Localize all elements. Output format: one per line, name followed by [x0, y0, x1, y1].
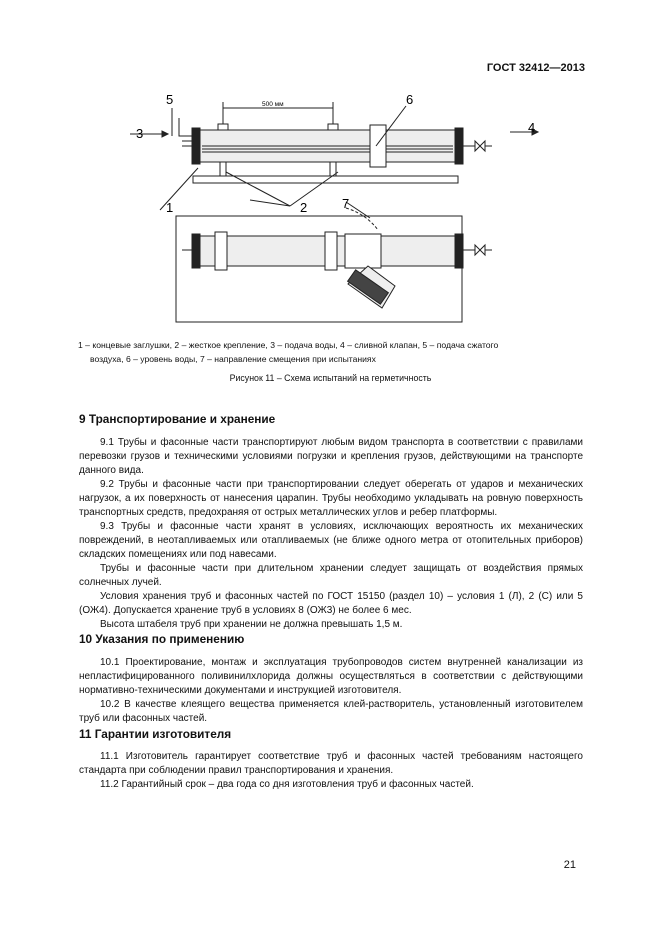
paragraph: 11.1 Изготовитель гарантирует соответствие труб и фасонных частей требованиям настоящего стандарта при соблюдении правил транспортирования и хранения.: [79, 751, 583, 776]
label-6: 6: [406, 92, 414, 107]
test-scheme-figure: [120, 88, 590, 328]
section-11-body: [79, 750, 583, 792]
paragraph: 10.1 Проектирование, монтаж и эксплуатация трубопроводов систем внутренней канализации из непластифицированного поливинилхлорида должны осуществляться в соответствии с действующими нормативно-техническими документами и инструкцией изготовителя.: [79, 657, 583, 696]
paragraph: 11.2 Гарантийный срок – два года со дня изготовления труб и фасонных частей.: [100, 779, 474, 790]
section-10-title: 10 Указания по применению: [79, 632, 245, 646]
paragraph: Высота штабеля труб при хранении не должна превышать 1,5 м.: [100, 619, 403, 630]
legend-line-2: воздуха, 6 – уровень воды, 7 – направление смещения при испытаниях: [90, 354, 376, 364]
legend-line-1: 1 – концевые заглушки, 2 – жесткое крепление, 3 – подача воды, 4 – сливной клапан, 5 – подача сжатого: [78, 340, 499, 350]
label-4: 4: [528, 120, 536, 135]
section-11-title: 11 Гарантии изготовителя: [79, 727, 232, 741]
section-9-title: 9 Транспортирование и хранение: [79, 412, 276, 426]
paragraph: 9.1 Трубы и фасонные части транспортируют любым видом транспорта в соответствии с правилами перевозки грузов и техническими условиями погрузки и крепления грузов, действующими на транспорте данного вида.: [79, 437, 583, 476]
label-7: 7: [342, 196, 350, 211]
section-10-body: [79, 656, 583, 726]
paragraph: 9.2 Трубы и фасонные части при транспортировании следует оберегать от ударов и механических нагрузок, а их поверхность от нанесения царапин. Трубы необходимо укладывать на ровную поверхность транспортных средств, предохраняя от острых металлических углов и ребер платформы.: [79, 479, 583, 518]
paragraph: Трубы и фасонные части при длительном хранении следует защищать от воздействия прямых солнечных лучей.: [79, 563, 583, 588]
label-2: 2: [300, 200, 308, 215]
paragraph: Условия хранения труб и фасонных частей по ГОСТ 15150 (раздел 10) – условия 1 (Л), 2 (С) или 5 (ОЖ4). Допускается хранение труб в условиях 8 (ОЖ3) не более 6 мес.: [79, 591, 583, 616]
label-3: 3: [136, 126, 144, 141]
label-1: 1: [166, 200, 174, 215]
support-beam: [193, 176, 458, 183]
figure-caption: Рисунок 11 – Схема испытаний на герметичность: [229, 373, 432, 383]
paragraph: 10.2 В качестве клеящего вещества применяется клей-растворитель, установленный изготовителем труб или фасонных частей.: [79, 699, 583, 724]
section-9-body: [79, 436, 583, 632]
test-scheme-drawing: [120, 88, 590, 328]
document-header: ГОСТ 32412—2013: [486, 62, 585, 74]
page-number: 21: [563, 859, 576, 871]
label-5: 5: [166, 92, 174, 107]
paragraph: 9.3 Трубы и фасонные части хранят в условиях, исключающих вероятность их механических повреждений, в неотапливаемых или отапливаемых (не ближе одного метра от отопительных приборов) складских помещениях или под навесами.: [79, 521, 583, 560]
figure-legend: [78, 338, 588, 366]
dimension-label: 500 мм: [262, 101, 284, 108]
